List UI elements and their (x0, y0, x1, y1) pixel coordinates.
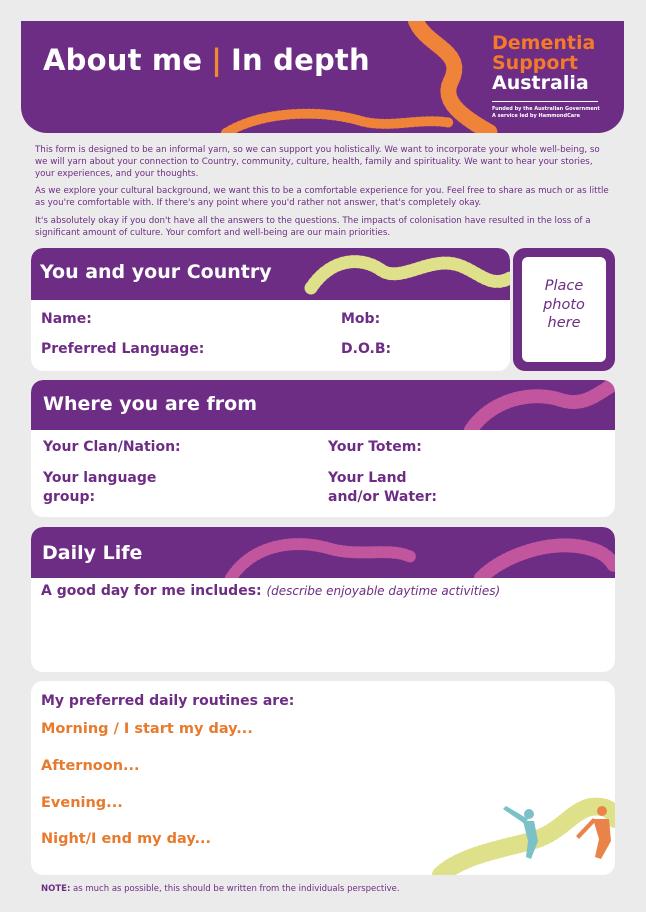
language-group-label-line-1: Your language (43, 470, 157, 486)
photo-frame (522, 257, 606, 362)
origin-card-header (31, 380, 615, 430)
photo-placeholder-text (522, 277, 606, 333)
logo-divider (492, 101, 598, 102)
origin-card (31, 380, 615, 517)
photo-text-line-1: Place (544, 278, 584, 294)
footer-note (41, 884, 400, 894)
country-card-header (31, 248, 510, 300)
intro-paragraph-2: As we explore your cultural background, we want this to be a comfortable experience for you. Feel free to share as much or as little as you're comfortable with. If there's any point where you'd rather not answer, that's completely okay. (35, 186, 609, 209)
header-banner (21, 21, 624, 133)
title-left: About me (43, 43, 203, 77)
photo-placeholder[interactable] (513, 248, 615, 371)
logo-line-dementia: Dementia (492, 32, 596, 54)
preferred-language-field-label[interactable]: Preferred Language: (41, 341, 205, 357)
mob-field-label[interactable]: Mob: (341, 311, 381, 327)
origin-card-title: Where you are from (43, 393, 258, 415)
intro-paragraph-3: It's absolutely okay if you don't have all the answers to the questions. The impacts of colonisation have resulted in the loss of a significant amount of culture. Your comfort and well-being are our main priorities. (35, 215, 591, 238)
logo-line-australia: Australia (492, 72, 589, 94)
land-water-label-line-1: Your Land (328, 470, 407, 486)
evening-routine-field-label[interactable]: Evening... (41, 795, 123, 811)
good-day-field-label[interactable] (41, 582, 500, 601)
land-water-field-label[interactable] (328, 469, 437, 507)
intro-text (35, 145, 613, 246)
good-day-hint: (describe enjoyable daytime activities) (266, 584, 501, 598)
daily-life-card (31, 527, 615, 672)
routines-card (31, 681, 615, 875)
dementia-support-australia-logo (492, 33, 614, 119)
night-routine-field-label[interactable]: Night/I end my day... (41, 831, 212, 847)
good-day-label: A good day for me includes: (41, 583, 262, 599)
note-text: as much as possible, this should be written from the individuals perspective. (70, 884, 400, 894)
photo-text-line-2: photo (543, 296, 585, 313)
routines-heading: My preferred daily routines are: (41, 693, 295, 709)
afternoon-routine-field-label[interactable]: Afternoon... (41, 758, 140, 774)
note-prefix: NOTE: (41, 884, 71, 894)
photo-text-line-3: here (547, 315, 581, 331)
logo-serviced-text: A service led by HammondCare (492, 112, 580, 119)
name-field-label[interactable]: Name: (41, 311, 92, 327)
country-card-title: You and your Country (40, 261, 272, 283)
logo-line-support: Support (492, 52, 578, 74)
language-group-field-label[interactable] (43, 469, 156, 507)
dob-field-label[interactable]: D.O.B: (341, 341, 392, 357)
morning-routine-field-label[interactable]: Morning / I start my day... (41, 721, 253, 737)
daily-life-card-header (31, 527, 615, 578)
intro-paragraph-1: This form is designed to be an informal yarn, so we can support you holistically. We want to incorporate your whole well-being, so we will yarn about your connection to Country, community, culture, health, family and spirituality. We want to hear your stories, your experiences, and your thoughts. (35, 145, 600, 179)
language-group-label-line-2: group: (43, 489, 96, 505)
logo-funded-text: Funded by the Australian Government (492, 106, 600, 112)
title-separator: | (211, 43, 223, 77)
totem-field-label[interactable]: Your Totem: (328, 439, 422, 455)
clan-nation-field-label[interactable]: Your Clan/Nation: (43, 439, 181, 455)
land-water-label-line-2: and/or Water: (328, 489, 438, 505)
title-right: In depth (231, 43, 370, 77)
page-title (43, 43, 370, 77)
country-card (31, 248, 510, 371)
daily-life-card-title: Daily Life (42, 542, 143, 564)
